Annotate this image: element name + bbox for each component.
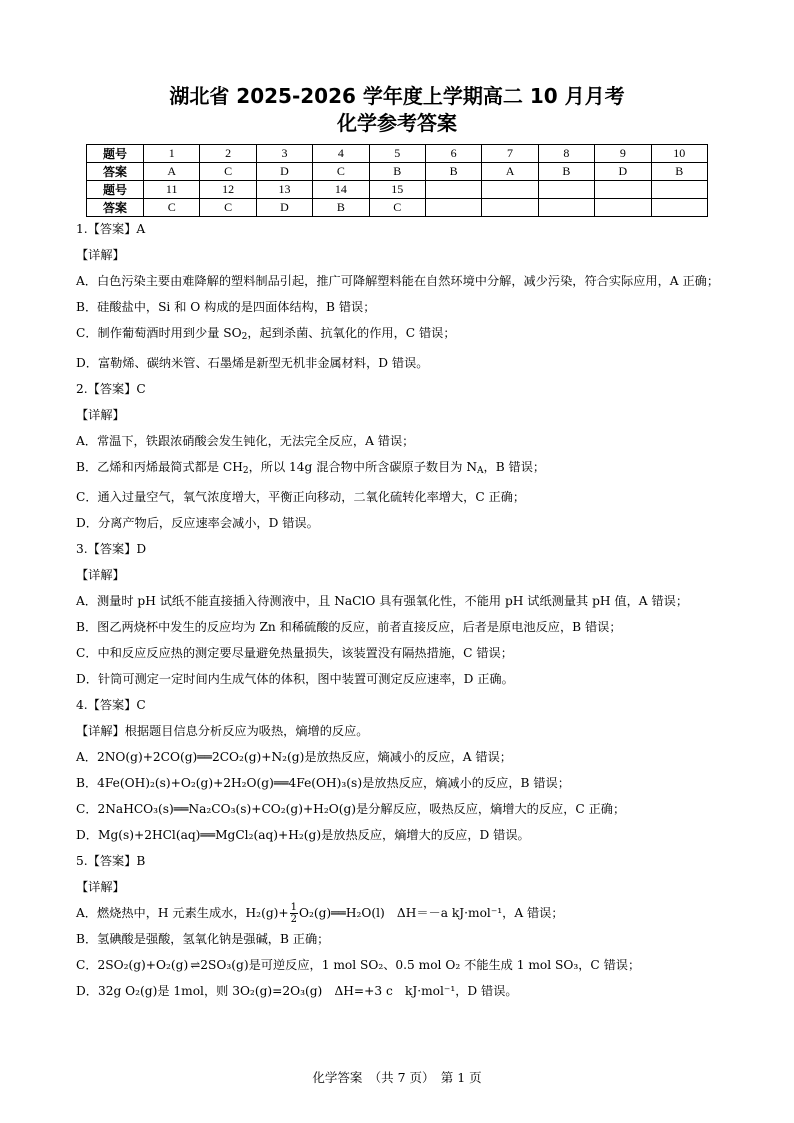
answer-cell: C [200,199,256,217]
q5-option-b: B．氢碘酸是强酸，氢氧化钠是强碱，B 正确； [76,932,330,946]
q1-option-b: B．硅酸盐中，Si 和 O 构成的是四面体结构，B 错误； [76,300,376,314]
q5-option-a: A．燃烧热中，H 元素生成水，H₂(g)+ $\frac{1}{2}$ O₂(g)══H₂O(l) ΔH＝－a kJ·mol⁻¹，A 错误； [76,902,564,925]
page-subtitle: 化学参考答案 [337,111,457,135]
q3-answer: 3.【答案】D [76,542,147,556]
question-number-cell [651,181,707,199]
answer-cell [595,199,651,217]
table-row [87,163,708,181]
row-label: 题号 [87,181,144,199]
q4-option-a: A．2NO(g)+2CO(g)══2CO₂(g)+N₂(g)是放热反应，熵减小的反应，A 错误； [76,750,512,764]
answer-cell: C [313,163,369,181]
answer-cell [482,199,538,217]
q2-option-d: D．分离产物后，反应速率会减小，D 错误。 [76,516,319,530]
q5-answer: 5.【答案】B [76,854,146,868]
q4-option-d: D．Mg(s)+2HCl(aq)══MgCl₂(aq)+H₂(g)是放热反应，熵增大的反应，D 错误。 [76,828,530,842]
question-number-cell: 3 [256,145,312,163]
answer-cell: D [256,199,312,217]
answer-cell: C [200,163,256,181]
answer-cell [425,199,481,217]
table-row [87,199,708,217]
answer-cell [538,199,594,217]
answer-cell: B [369,163,425,181]
question-number-cell [425,181,481,199]
q2-detail-label: 【详解】 [76,408,125,422]
question-number-cell: 1 [144,145,200,163]
answer-cell: D [256,163,312,181]
q1-detail-label: 【详解】 [76,248,125,262]
question-number-cell: 5 [369,145,425,163]
question-number-cell: 10 [651,145,707,163]
table-row [87,181,708,199]
answer-details [76,216,726,1004]
answer-cell: B [538,163,594,181]
q2-option-a: A．常温下，铁跟浓硝酸会发生钝化，无法完全反应，A 错误； [76,434,415,448]
question-number-cell: 14 [313,181,369,199]
q3-option-c: C．中和反应反应热的测定要尽量避免热量损失，该装置没有隔热措施，C 错误； [76,646,513,660]
question-number-cell: 13 [256,181,312,199]
question-number-cell: 2 [200,145,256,163]
q3-detail-label: 【详解】 [76,568,125,582]
q5-option-d: D．32g O₂(g)是 1mol，则 3O₂(g)=2O₃(g) ΔH=+3 c kJ·mol⁻¹，D 错误。 [76,984,518,998]
fraction-one-half: $\frac{1}{2}$ [290,902,297,925]
q1-option-c: C．制作葡萄酒时用到少量 $SO_2$，起到杀菌、抗氧化的作用，C 错误； [76,326,456,342]
q1-answer: 1.【答案】A [76,222,146,236]
row-label: 答案 [87,163,144,181]
question-number-cell [538,181,594,199]
answer-cell: C [369,199,425,217]
answer-cell: A [482,163,538,181]
table-row [87,145,708,163]
row-label: 答案 [87,199,144,217]
q3-option-b: B．图乙两烧杯中发生的反应均为 Zn 和稀硫酸的反应，前者直接反应，后者是原电池反应，B 错误； [76,620,622,634]
answer-cell: B [651,163,707,181]
q2-answer: 2.【答案】C [76,382,146,396]
q2-option-c: C．通入过量空气，氧气浓度增大，平衡正向移动，二氧化硫转化率增大，C 正确； [76,490,526,504]
answer-cell [651,199,707,217]
question-number-cell: 7 [482,145,538,163]
q1-option-a: A．白色污染主要由难降解的塑料制品引起，推广可降解塑料能在自然环境中分解，减少污染，符合实际应用，A 正确； [76,274,720,288]
reversible-arrow-icon: ⇌ [190,958,199,972]
question-number-cell: 9 [595,145,651,163]
page-title: 湖北省 2025-2026 学年度上学期高二 10 月月考 [169,84,625,108]
page-footer: 化学答案 （共 7 页） 第 1 页 [312,1070,482,1085]
q4-option-c: C．2NaHCO₃(s)══Na₂CO₃(s)+CO₂(g)+H₂O(g)是分解反应，吸热反应，熵增大的反应，C 正确； [76,802,626,816]
q4-answer: 4.【答案】C [76,698,146,712]
answer-cell: D [595,163,651,181]
q4-option-b: B．4Fe(OH)₂(s)+O₂(g)+2H₂O(g)══4Fe(OH)₃(s)是放热反应，熵减小的反应，B 错误； [76,776,570,790]
answer-cell: C [144,199,200,217]
q1-option-d: D．富勒烯、碳纳米管、石墨烯是新型无机非金属材料，D 错误。 [76,356,429,370]
question-number-cell: 11 [144,181,200,199]
question-number-cell: 8 [538,145,594,163]
answer-table [86,144,708,217]
answer-cell: B [313,199,369,217]
question-number-cell: 6 [425,145,481,163]
row-label: 题号 [87,145,144,163]
q5-option-c: C．2SO₂(g)+O₂(g) ⇌ 2SO₃(g)是可逆反应，1 mol SO₂、0.5 mol O₂ 不能生成 1 mol SO₃，C 错误； [76,952,726,978]
question-number-cell: 15 [369,181,425,199]
question-number-cell [595,181,651,199]
question-number-cell: 12 [200,181,256,199]
q2-option-b: B．乙烯和丙烯最简式都是 $CH_2$，所以 14g 混合物中所含碳原子数目为 $N_A$，B 错误； [76,460,546,476]
question-number-cell [482,181,538,199]
question-number-cell: 4 [313,145,369,163]
q3-option-a: A．测量时 pH 试纸不能直接插入待测液中，且 NaClO 具有强氧化性，不能用 pH 试纸测量其 pH 值，A 错误； [76,594,689,608]
q3-option-d: D．针筒可测定一定时间内生成气体的体积，图中装置可测定反应速率，D 正确。 [76,672,514,686]
answer-cell: A [144,163,200,181]
answer-cell: B [425,163,481,181]
q4-detail-label: 【详解】根据题目信息分析反应为吸热，熵增的反应。 [76,724,369,738]
q5-detail-label: 【详解】 [76,880,125,894]
